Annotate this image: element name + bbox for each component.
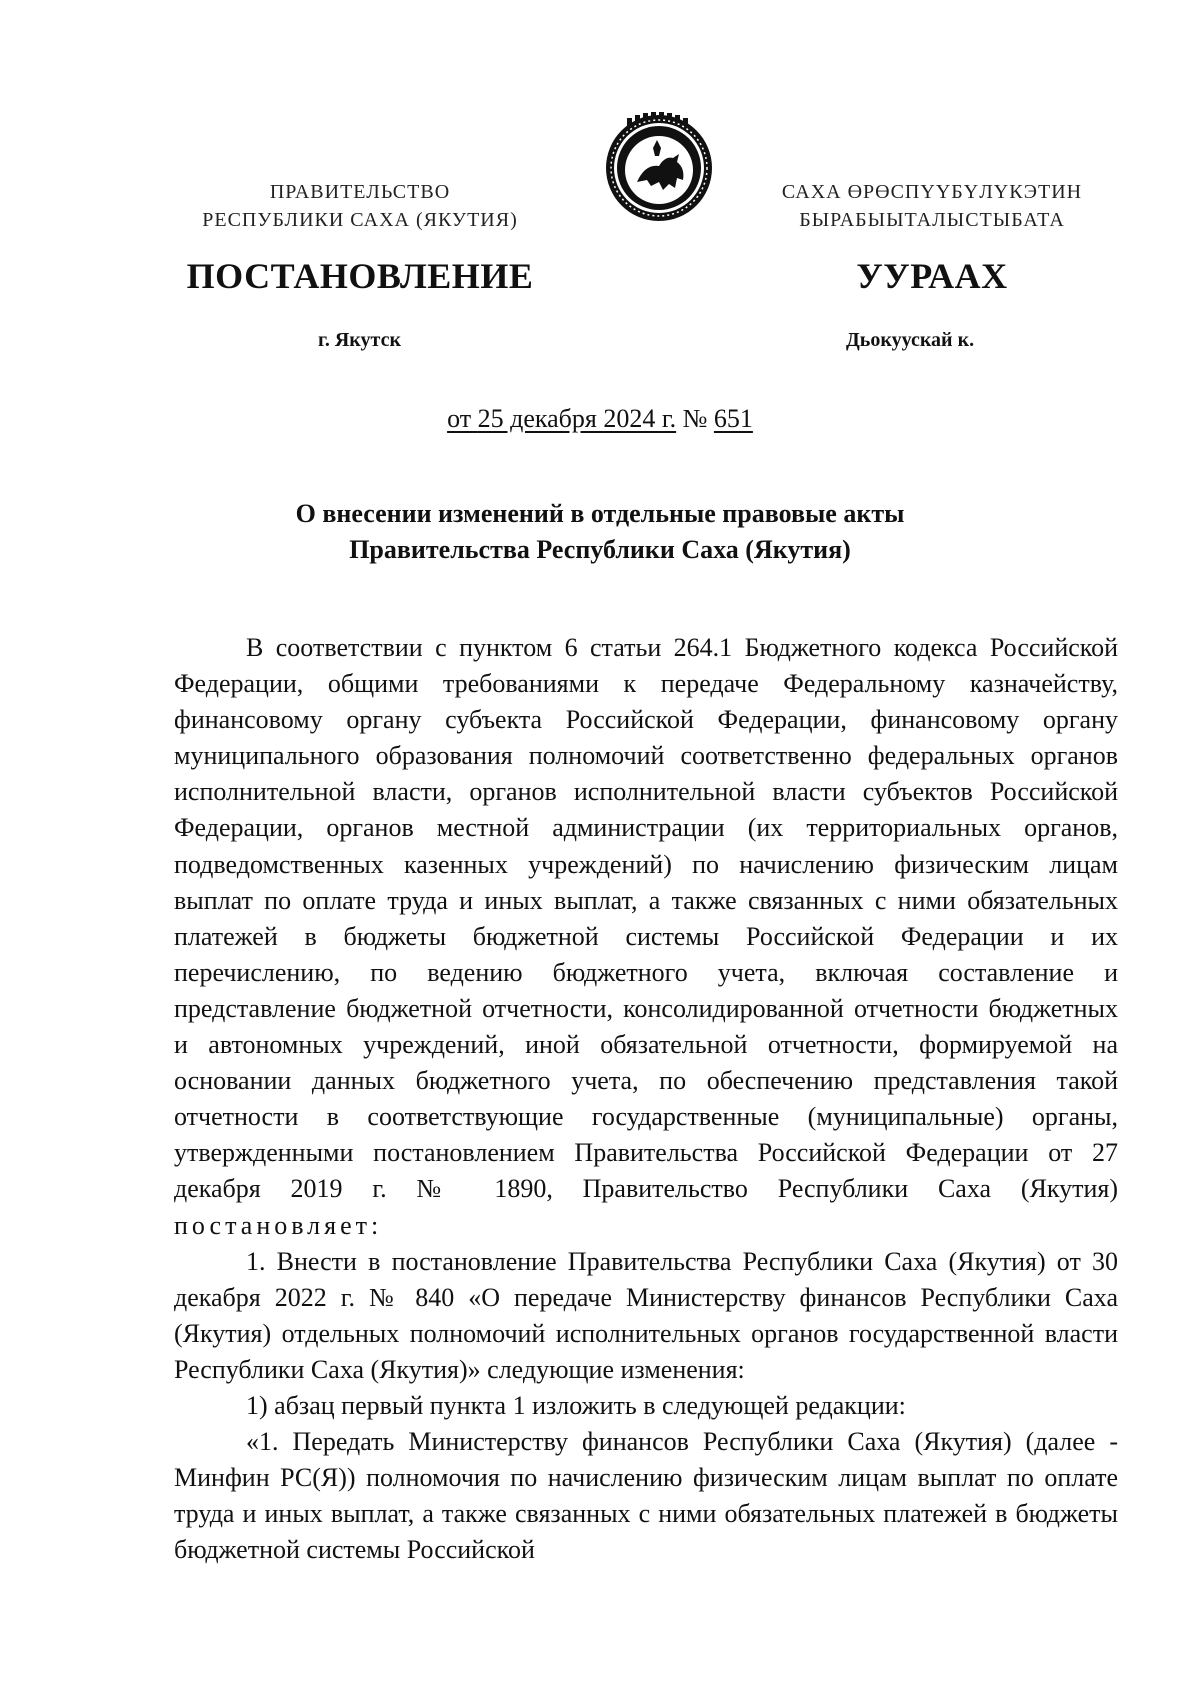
header-left — [150, 178, 570, 234]
number-label: № — [676, 404, 714, 433]
document-title — [150, 496, 1050, 568]
header-right — [722, 178, 1142, 234]
city-sakha: Дьокуускай к. — [846, 329, 975, 351]
paragraph-item-1: 1. Внести в постановление Правительства Республики Саха (Якутия) от 30 декабря 2022 г. № 840 «О передаче Министерству финансов Республики Саха (Якутия) отдельных полномочий исполнительных органов государственной власти Республики Саха (Якутия)» следующие изменения: — [174, 1246, 1118, 1384]
paragraph-preamble — [174, 630, 1118, 1244]
header-right-line1: САХА ӨРӨСПҮҮБҮЛҮКЭТИН — [781, 181, 1083, 203]
decree-number: 651 — [713, 404, 753, 433]
header-left-line2: РЕСПУБЛИКИ САХА (ЯКУТИЯ) — [202, 209, 518, 231]
city-ru: г. Якутск — [318, 329, 401, 351]
header-left-line1: ПРАВИТЕЛЬСТВО — [269, 181, 451, 203]
preamble-text: В соответствии с пунктом 6 статьи 264.1 Бюджетного кодекса Российской Федерации, общими требованиями к передаче Федеральному казначейству, финансовому органу субъекта Российской Федерации, финансовому органу муниципального образования полномочий соответственно федеральных органов исполнительной власти, органов исполнительной власти субъектов Российской Федерации, органов местной администрации (их территориальных органов, подведомственных казенных учреждений) по начислению физическим лицам выплат по оплате труда и иных выплат, а также связанных с ними обязательных платежей в бюджеты бюджетной системы Российской Федерации и их перечислению, по ведению бюджетного учета, включая составление и представление бюджетной отчетности, консолидированной отчетности бюджетных и автономных учреждений, иной обязательной отчетности, формируемой на основании данных бюджетного учета, по обеспечению представления такой отчетности в соответствующие государственные (муниципальные) органы, утвержденными постановлением Правительства Российской Федерации от 27 декабря 2019 г. № 1890, Правительство Республики Саха (Якутия) — [174, 633, 1118, 1204]
title-line2: Правительства Республики Саха (Якутия) — [349, 535, 851, 564]
emblem-icon — [603, 112, 715, 224]
title-line1: О внесении изменений в отдельные правовые акты — [295, 499, 905, 528]
paragraph-subitem-1: 1) абзац первый пункта 1 изложить в следующей редакции: — [246, 1390, 906, 1420]
date-line — [0, 403, 1200, 435]
doc-type-sakha: УУРААХ — [856, 256, 1008, 296]
paragraph-quote: «1. Передать Министерству финансов Республики Саха (Якутия) (далее - Минфин РС(Я)) полномочия по начислению физическим лицам выплат по оплате труда и иных выплат, а также связанных с ними обязательных платежей в бюджеты бюджетной системы Российской — [174, 1427, 1118, 1565]
date-prefix: от — [447, 404, 478, 433]
decree-date: 25 декабря 2024 г. — [477, 404, 677, 433]
decree-word: постановляет: — [174, 1210, 383, 1240]
document-body — [174, 630, 1118, 1568]
header-right-line2: БЫРАБЫЫТАЛЫСТЫБАТА — [799, 209, 1065, 231]
doc-type-ru: ПОСТАНОВЛЕНИЕ — [186, 256, 534, 296]
